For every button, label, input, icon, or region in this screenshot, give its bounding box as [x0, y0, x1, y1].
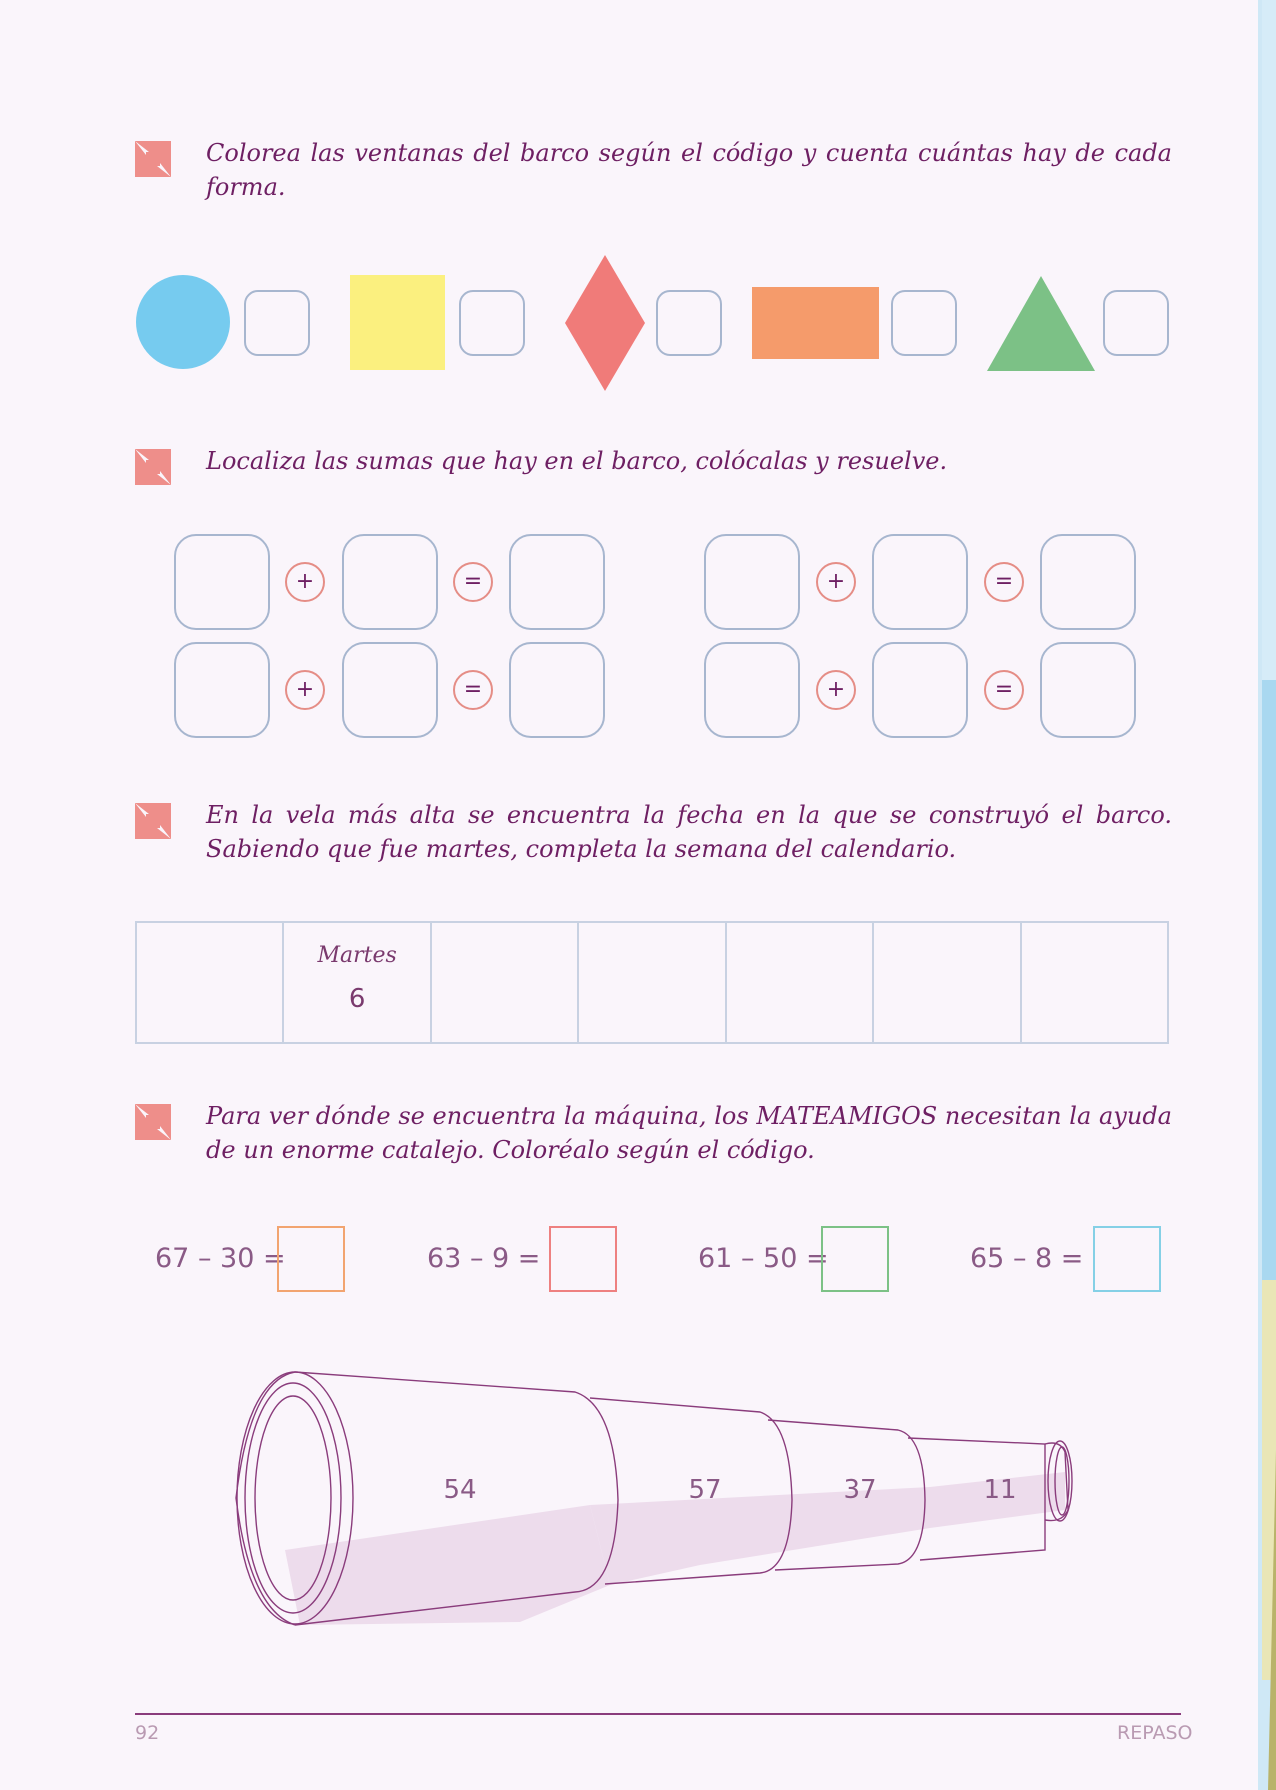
result-box[interactable]	[509, 642, 605, 738]
bullet-cross-icon	[132, 446, 174, 488]
telescope-number: 57	[688, 1475, 722, 1505]
page-edge-illustration	[1258, 0, 1276, 1790]
result-box[interactable]	[1040, 534, 1136, 630]
subtraction-answer-red[interactable]	[549, 1226, 617, 1292]
plus-sign: +	[285, 670, 325, 710]
addend-box[interactable]	[704, 534, 800, 630]
subtraction-answer-orange[interactable]	[277, 1226, 345, 1292]
addend-box[interactable]	[174, 534, 270, 630]
calendar-cell[interactable]	[578, 922, 725, 1043]
exercise-3	[132, 798, 1172, 868]
section-label: REPASO	[1117, 1722, 1193, 1744]
calendar-week	[135, 921, 1169, 1044]
addend-box[interactable]	[342, 642, 438, 738]
equals-sign: =	[984, 670, 1024, 710]
addend-box[interactable]	[872, 642, 968, 738]
page-number: 92	[135, 1722, 160, 1744]
triangle-icon	[987, 276, 1095, 371]
addend-box[interactable]	[342, 534, 438, 630]
bullet-cross-icon	[132, 1101, 174, 1143]
rhombus-icon	[565, 255, 645, 391]
exercise-3-text: En la vela más alta se encuentra la fecha en la que se construyó el barco. Sabiendo que fue martes, completa la semana del calendario.	[206, 801, 1172, 863]
calendar-cell-tuesday[interactable]	[283, 922, 430, 1043]
calendar-cell[interactable]	[431, 922, 578, 1043]
calendar-day-number: 6	[348, 984, 366, 1014]
exercise-4-text: Para ver dónde se encuentra la máquina, los MATEAMIGOS necesitan la ayuda de un enorme catalejo. Coloréalo según el código.	[206, 1102, 1172, 1164]
square-icon	[350, 275, 445, 370]
addend-box[interactable]	[174, 642, 270, 738]
triangle-count-box[interactable]	[1103, 290, 1169, 356]
calendar-cell[interactable]	[1021, 922, 1168, 1043]
circle-icon	[136, 275, 230, 369]
equals-sign: =	[984, 562, 1024, 602]
addend-box[interactable]	[872, 534, 968, 630]
calendar-cell[interactable]	[873, 922, 1020, 1043]
footer-divider	[135, 1713, 1181, 1715]
equals-sign: =	[453, 562, 493, 602]
addend-box[interactable]	[704, 642, 800, 738]
rectangle-icon	[752, 287, 879, 359]
equals-sign: =	[453, 670, 493, 710]
subtraction-expression: 61 – 50 =	[698, 1243, 829, 1274]
exercise-4	[132, 1099, 1172, 1169]
bullet-cross-icon	[132, 800, 174, 842]
telescope-illustration	[230, 1360, 1080, 1640]
subtraction-expression: 67 – 30 =	[155, 1243, 286, 1274]
subtraction-answer-green[interactable]	[821, 1226, 889, 1292]
calendar-cell[interactable]	[136, 922, 283, 1043]
exercise-1-text: Colorea las ventanas del barco según el código y cuenta cuántas hay de cada forma.	[206, 139, 1172, 201]
result-box[interactable]	[509, 534, 605, 630]
subtraction-answer-blue[interactable]	[1093, 1226, 1161, 1292]
plus-sign: +	[816, 670, 856, 710]
rhombus-count-box[interactable]	[656, 290, 722, 356]
plus-sign: +	[816, 562, 856, 602]
telescope-number: 11	[983, 1475, 1017, 1505]
subtraction-expression: 65 – 8 =	[970, 1243, 1084, 1274]
telescope-number: 37	[843, 1475, 877, 1505]
exercise-2-text: Localiza las sumas que hay en el barco, colócalas y resuelve.	[206, 447, 948, 475]
result-box[interactable]	[1040, 642, 1136, 738]
exercise-1	[132, 136, 1172, 206]
bullet-cross-icon	[132, 138, 174, 180]
calendar-cell[interactable]	[726, 922, 873, 1043]
circle-count-box[interactable]	[244, 290, 310, 356]
rectangle-count-box[interactable]	[891, 290, 957, 356]
square-count-box[interactable]	[459, 290, 525, 356]
subtraction-expression: 63 – 9 =	[427, 1243, 541, 1274]
telescope-number: 54	[443, 1475, 477, 1505]
calendar-day-label: Martes	[317, 943, 397, 968]
exercise-2	[132, 444, 1172, 484]
plus-sign: +	[285, 562, 325, 602]
